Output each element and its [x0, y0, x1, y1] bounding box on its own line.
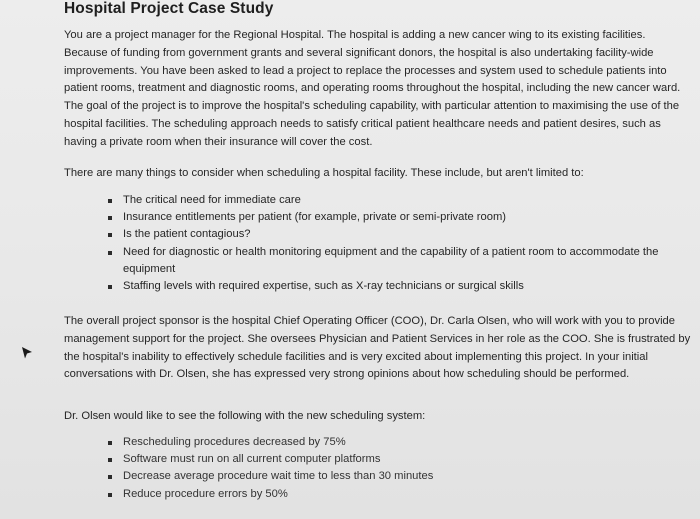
list-item-text: Staffing levels with required expertise, such as X-ray technicians or surgical skills	[123, 280, 524, 293]
list-item	[104, 192, 694, 209]
bullet-icon	[108, 441, 112, 445]
bullet-icon	[108, 458, 112, 462]
intro-paragraph: You are a project manager for the Regional Hospital. The hospital is adding a new cancer wing to its existing facilities. Because of funding from government grants and several significant donors, the hospital is also undertaking facility-wide improvements. You have been asked to lead a project to replace the processes and system used to schedule patients into patient rooms, treatment and diagnostic rooms, and operating rooms throughout the hospital, including the new cancer ward. The goal of the project is to improve the hospital's scheduling capability, with particular attention to maximising the use of the hospital facilities. The scheduling approach needs to satisfy critical patient healthcare needs and patient desires, such as having a private room when their insurance will cover the cost.	[64, 29, 681, 148]
bullet-icon	[108, 475, 112, 479]
list-item	[104, 244, 694, 278]
list-item-text: Need for diagnostic or health monitoring equipment and the capability of a patient room to accommodate the equipment	[123, 245, 659, 275]
bullet-icon	[108, 251, 112, 255]
list-item-text: Rescheduling procedures decreased by 75%	[123, 436, 346, 448]
sponsor-paragraph: The overall project sponsor is the hospital Chief Operating Officer (COO), Dr. Carla Olsen, who will work with you to provide management support for the project. She oversees Physician and Patient Services in her role as the COO. She is frustrated by the hospital's inability to effectively schedule facilities and is very excited about implementing this project. In your initial conversations with Dr. Olsen, she has expressed very strong opinions about how scheduling should be performed.	[64, 315, 691, 381]
list-item	[104, 209, 694, 226]
list-item	[104, 468, 694, 485]
bullet-icon	[108, 493, 112, 497]
bullet-icon	[108, 233, 112, 237]
list-item-text: The critical need for immediate care	[123, 194, 301, 206]
list-item-text: Reduce procedure errors by 50%	[123, 487, 288, 500]
bullet-icon	[108, 216, 112, 220]
list-item	[104, 226, 694, 243]
list-item-text: Software must run on all current computer platforms	[123, 453, 381, 466]
list-item	[104, 434, 694, 451]
mouse-cursor-icon	[20, 346, 34, 360]
considerations-intro: There are many things to consider when scheduling a hospital facility. These include, but aren't limited to:	[64, 167, 584, 179]
requirements-intro: Dr. Olsen would like to see the following with the new scheduling system:	[64, 410, 426, 422]
document-title: Hospital Project Case Study	[64, 0, 274, 17]
list-item-text: Insurance entitlements per patient (for example, private or semi-private room)	[123, 211, 507, 224]
list-item	[104, 278, 694, 295]
list-item	[104, 486, 694, 503]
bullet-icon	[108, 199, 112, 203]
requirements-list	[104, 434, 694, 503]
list-item-text: Is the patient contagious?	[123, 228, 251, 241]
list-item	[104, 451, 694, 468]
list-item-text: Decrease average procedure wait time to less than 30 minutes	[123, 470, 434, 483]
considerations-list	[104, 192, 694, 295]
bullet-icon	[108, 285, 112, 289]
